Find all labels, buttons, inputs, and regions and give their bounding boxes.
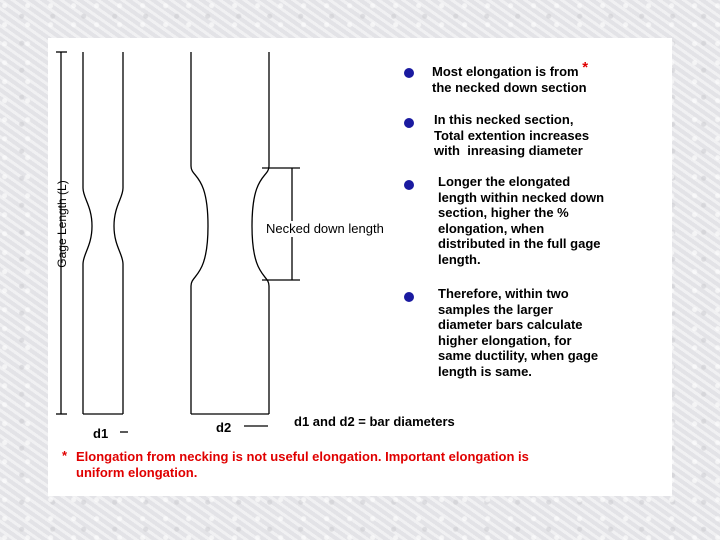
d2-label: d2 xyxy=(216,420,232,435)
bullet-1-rest: the necked down section xyxy=(432,79,587,95)
footnote-star: * xyxy=(62,448,68,463)
specimen-2-left-edge xyxy=(191,52,208,414)
gage-length-label: Gage Length (L) xyxy=(55,180,69,268)
specimen-1-left-edge xyxy=(83,52,92,414)
bullet-dot-3 xyxy=(404,180,414,190)
bullet-text-1 xyxy=(432,59,589,95)
bullet-text-4: Therefore, within two samples the larger diameter bars calculate higher elongation, for same ductility, when gage length is same. xyxy=(438,286,599,379)
bullet-1-line1: Most elongation is from xyxy=(432,64,579,79)
bullet-text-2: In this necked section, Total extention increases with inreasing diameter xyxy=(434,112,590,158)
bullet-dot-1 xyxy=(404,68,414,78)
d1-label: d1 xyxy=(93,426,109,441)
bullet-1-star: * xyxy=(582,59,589,76)
specimen-1-right-edge xyxy=(114,52,123,414)
slide-panel xyxy=(48,38,672,496)
bar-diameters-note: d1 and d2 = bar diameters xyxy=(294,414,455,429)
bullet-dot-4 xyxy=(404,292,414,302)
bullet-dot-2 xyxy=(404,118,414,128)
necked-down-length-label: Necked down length xyxy=(266,221,384,236)
bullet-text-3: Longer the elongated length within necked down section, higher the % elongation, when distributed in the full gage length. xyxy=(438,174,605,267)
footnote-text: Elongation from necking is not useful elongation. Important elongation is uniform elongation. xyxy=(76,449,529,480)
